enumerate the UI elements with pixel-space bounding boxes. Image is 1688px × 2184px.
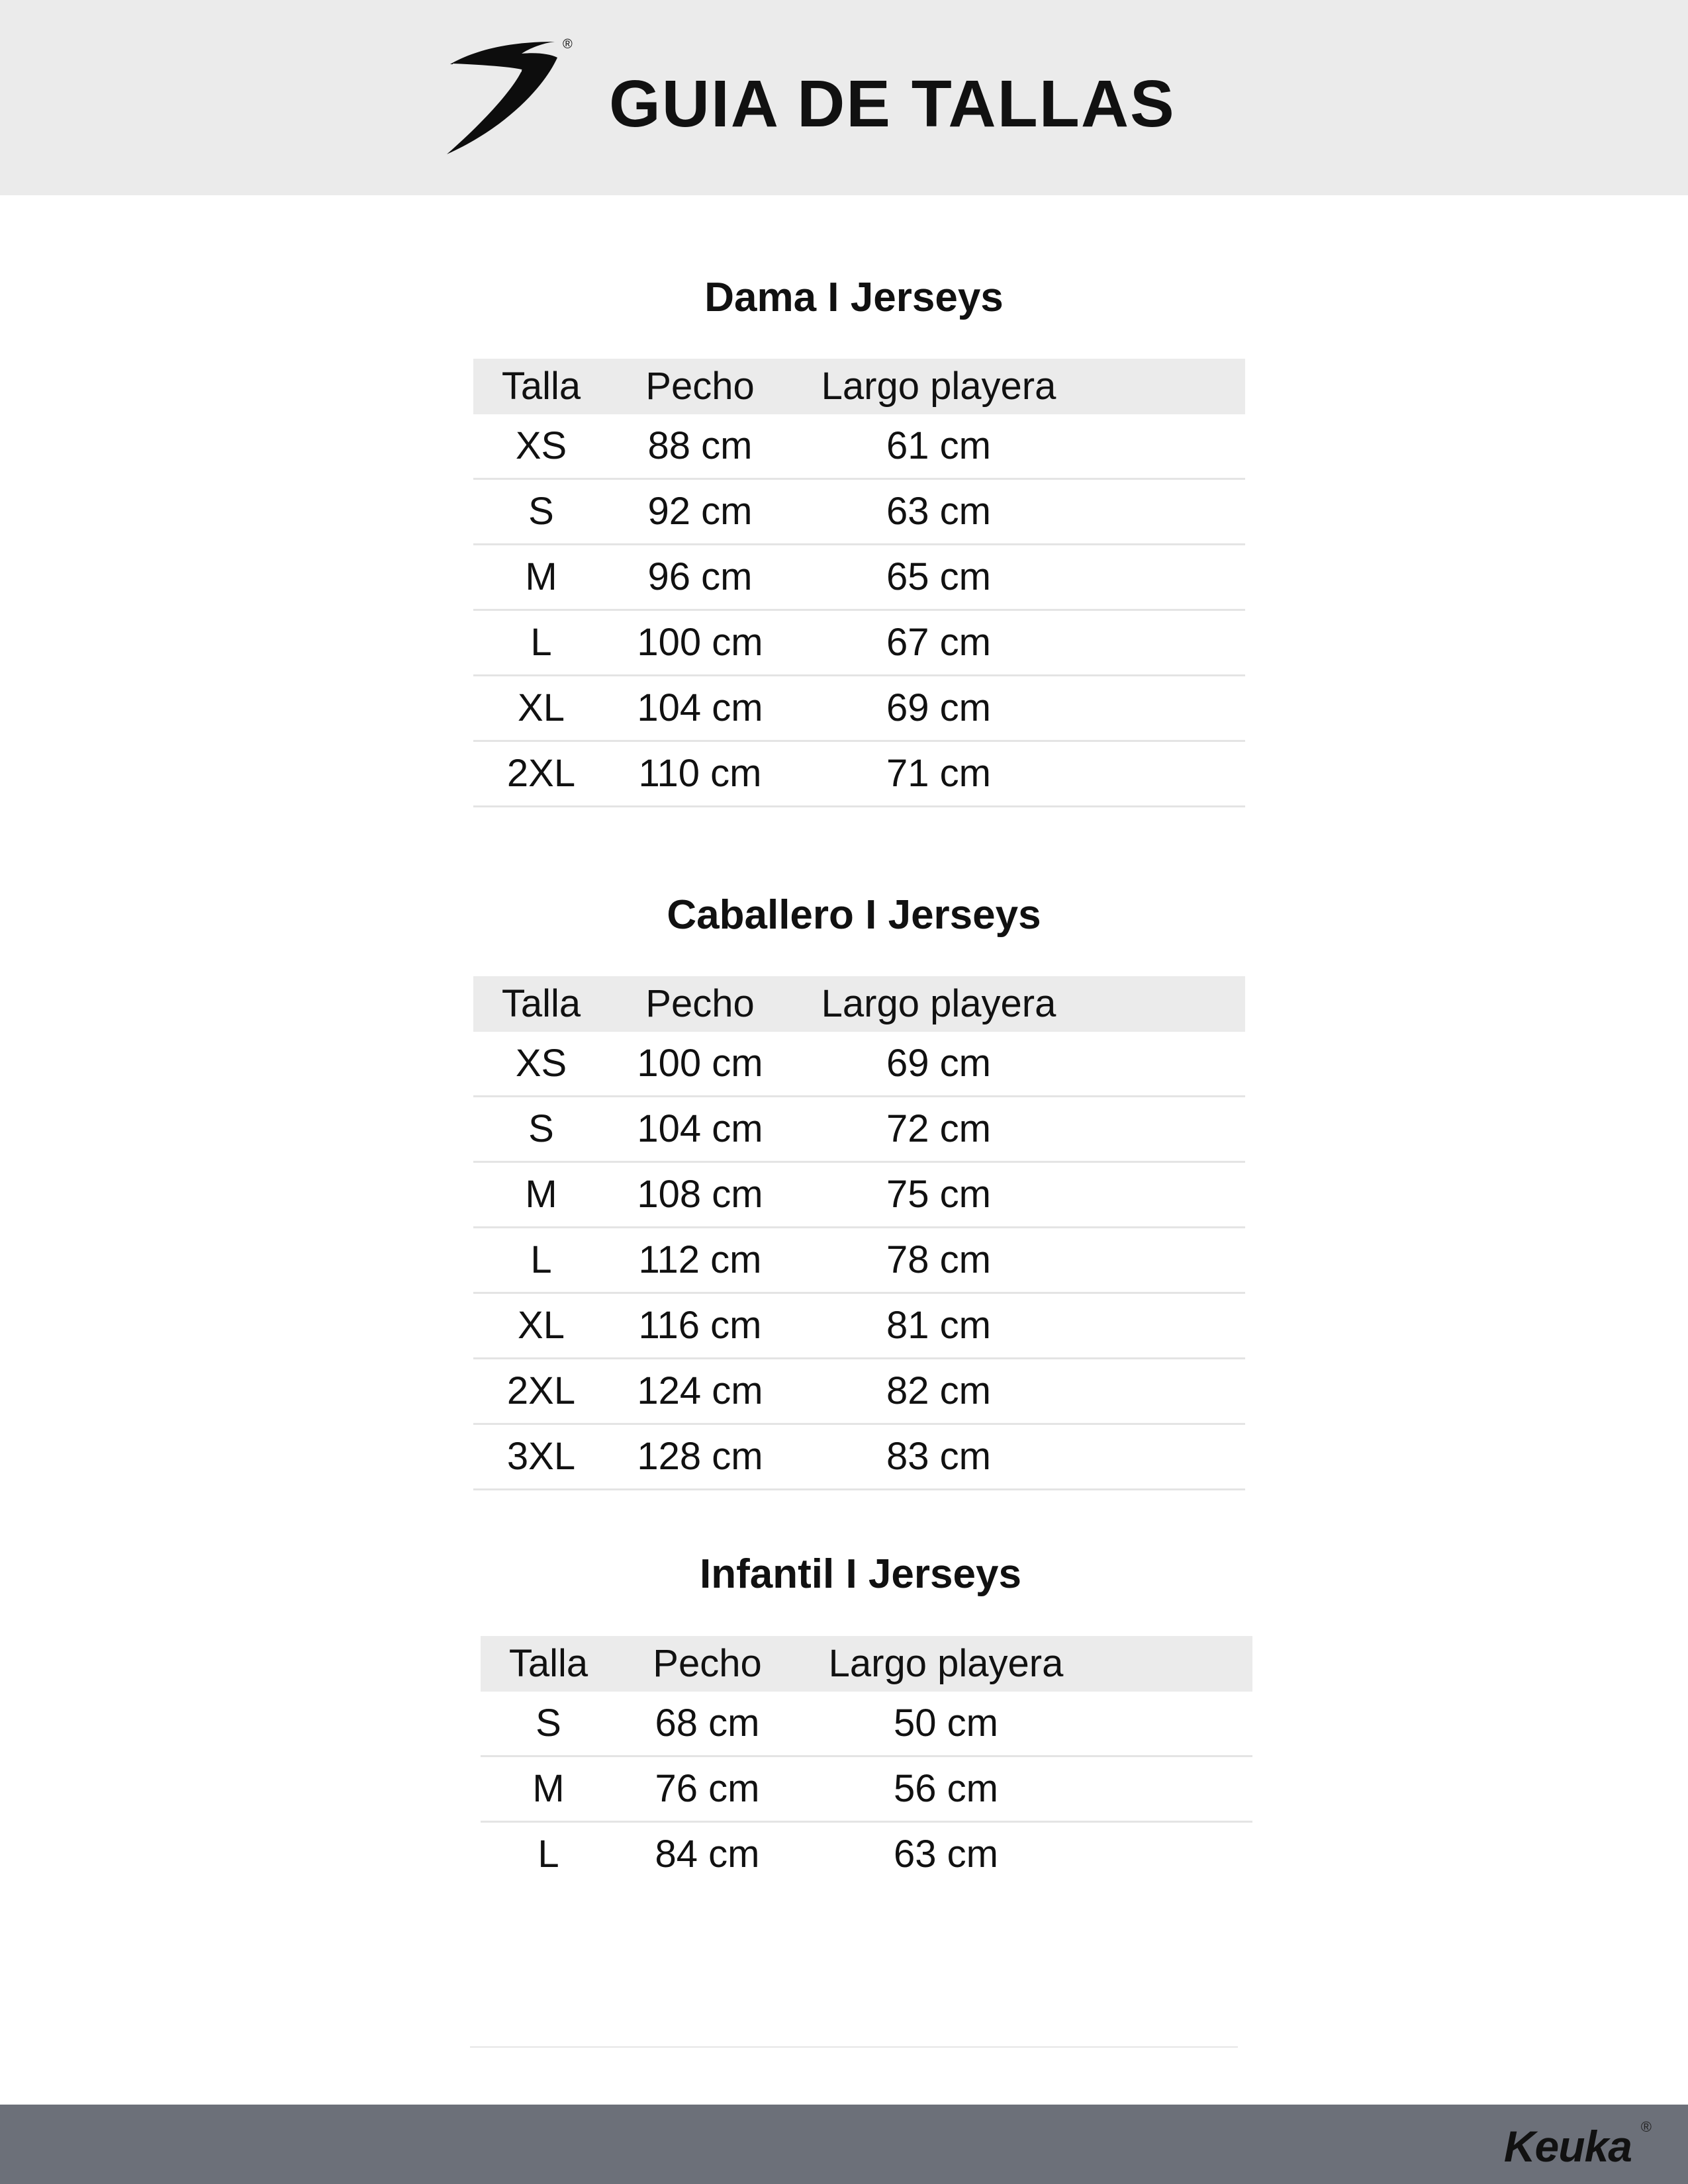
cell-talla: L xyxy=(473,610,609,676)
cell-talla: 2XL xyxy=(473,741,609,807)
cell-largo: 82 cm xyxy=(791,1359,1086,1424)
cell-talla: S xyxy=(481,1692,616,1756)
cell-largo: 65 cm xyxy=(791,545,1086,610)
size-table-infantil xyxy=(481,1636,1252,1886)
cell-pecho: 124 cm xyxy=(609,1359,791,1424)
column-header-pecho: Pecho xyxy=(616,1636,798,1692)
cell-largo: 78 cm xyxy=(791,1228,1086,1293)
cell-largo: 83 cm xyxy=(791,1424,1086,1490)
cell-spacer xyxy=(1086,610,1245,676)
size-table-dama xyxy=(473,359,1245,807)
table-row xyxy=(473,479,1245,545)
cell-pecho: 76 cm xyxy=(616,1756,798,1822)
table-header-row xyxy=(473,359,1245,414)
cell-talla: 3XL xyxy=(473,1424,609,1490)
table-row xyxy=(473,676,1245,741)
cell-pecho: 92 cm xyxy=(609,479,791,545)
cell-spacer xyxy=(1086,741,1245,807)
swoosh-logo-icon xyxy=(444,36,583,156)
cell-largo: 63 cm xyxy=(894,1833,998,1876)
cell-spacer xyxy=(1094,1692,1252,1756)
cell-largo: 71 cm xyxy=(791,741,1086,807)
cell-talla: L xyxy=(473,1228,609,1293)
cell-spacer xyxy=(1086,545,1245,610)
brand-registered-mark: ® xyxy=(1640,2118,1652,2135)
table-row xyxy=(481,1822,1252,1887)
cell-spacer xyxy=(1086,1293,1245,1359)
cell-spacer xyxy=(1086,414,1245,479)
page-header xyxy=(0,0,1688,195)
section-title-infantil: Infantil I Jerseys xyxy=(700,1551,1021,1597)
cell-pecho: 96 cm xyxy=(609,545,791,610)
cell-pecho: 100 cm xyxy=(609,610,791,676)
column-header-talla: Talla xyxy=(481,1636,616,1692)
cell-largo: 61 cm xyxy=(791,414,1086,479)
cell-largo: 56 cm xyxy=(798,1756,1094,1822)
cell-talla: 2XL xyxy=(473,1359,609,1424)
cell-talla: XL xyxy=(473,676,609,741)
brand-logo: Keuka xyxy=(1503,2122,1632,2171)
page-footer xyxy=(0,2105,1688,2184)
cell-largo: 81 cm xyxy=(791,1293,1086,1359)
cell-largo: 63 cm xyxy=(791,479,1086,545)
column-header-largo: Largo playera xyxy=(791,359,1086,414)
cell-spacer xyxy=(1086,479,1245,545)
column-header-talla: Talla xyxy=(473,359,609,414)
cell-pecho: 128 cm xyxy=(609,1424,791,1490)
column-header-largo: Largo playera xyxy=(798,1636,1094,1692)
table-row xyxy=(473,545,1245,610)
table-row xyxy=(473,1293,1245,1359)
cell-largo: 69 cm xyxy=(791,676,1086,741)
cell-spacer xyxy=(1086,676,1245,741)
cell-spacer xyxy=(1086,1162,1245,1228)
cell-pecho: 108 cm xyxy=(609,1162,791,1228)
cell-pecho: 116 cm xyxy=(609,1293,791,1359)
cell-spacer xyxy=(1086,1424,1245,1490)
table-row xyxy=(481,1692,1252,1756)
cell-pecho: 104 cm xyxy=(609,1097,791,1162)
table-header-row xyxy=(481,1636,1252,1692)
table-row xyxy=(473,1162,1245,1228)
column-header-talla: Talla xyxy=(473,976,609,1032)
cell-pecho: 112 cm xyxy=(609,1228,791,1293)
table-row xyxy=(473,414,1245,479)
cell-pecho: 104 cm xyxy=(609,676,791,741)
cell-talla: S xyxy=(473,1097,609,1162)
cell-spacer xyxy=(1086,1097,1245,1162)
cell-pecho: 110 cm xyxy=(609,741,791,807)
cell-pecho: 100 cm xyxy=(609,1032,791,1097)
column-header-spacer xyxy=(1086,359,1245,414)
table-row xyxy=(473,1032,1245,1097)
table-row xyxy=(473,1424,1245,1490)
logo-registered-mark: ® xyxy=(563,37,573,52)
table-row xyxy=(481,1756,1252,1822)
column-header-spacer xyxy=(1094,1636,1252,1692)
cell-talla: L xyxy=(538,1833,559,1876)
column-header-pecho: Pecho xyxy=(609,359,791,414)
cell-talla: XS xyxy=(473,414,609,479)
cell-pecho: 84 cm xyxy=(655,1833,760,1876)
cell-talla: XS xyxy=(473,1032,609,1097)
cell-largo: 50 cm xyxy=(798,1692,1094,1756)
cell-largo: 75 cm xyxy=(791,1162,1086,1228)
table-row xyxy=(473,1097,1245,1162)
page-title: GUIA DE TALLAS xyxy=(609,67,1176,141)
cell-spacer xyxy=(1094,1756,1252,1822)
size-table-caballero xyxy=(473,976,1245,1490)
cell-largo: 67 cm xyxy=(791,610,1086,676)
cell-pecho: 68 cm xyxy=(616,1692,798,1756)
cell-spacer xyxy=(1086,1032,1245,1097)
cell-largo: 69 cm xyxy=(791,1032,1086,1097)
table-row xyxy=(473,1228,1245,1293)
table-row xyxy=(473,1359,1245,1424)
cell-pecho: 88 cm xyxy=(609,414,791,479)
table-row xyxy=(473,741,1245,807)
cell-spacer xyxy=(1086,1228,1245,1293)
cell-talla: S xyxy=(473,479,609,545)
footer-divider xyxy=(470,2046,1238,2048)
cell-talla: M xyxy=(473,1162,609,1228)
cell-largo: 72 cm xyxy=(791,1097,1086,1162)
cell-talla: XL xyxy=(473,1293,609,1359)
column-header-largo: Largo playera xyxy=(791,976,1086,1032)
column-header-spacer xyxy=(1086,976,1245,1032)
cell-spacer xyxy=(1086,1359,1245,1424)
section-title-caballero: Caballero I Jerseys xyxy=(667,892,1041,938)
cell-spacer xyxy=(1094,1822,1252,1887)
table-header-row xyxy=(473,976,1245,1032)
cell-talla: M xyxy=(473,545,609,610)
column-header-pecho: Pecho xyxy=(609,976,791,1032)
section-title-dama: Dama I Jerseys xyxy=(704,275,1004,320)
table-row xyxy=(473,610,1245,676)
cell-talla: M xyxy=(481,1756,616,1822)
